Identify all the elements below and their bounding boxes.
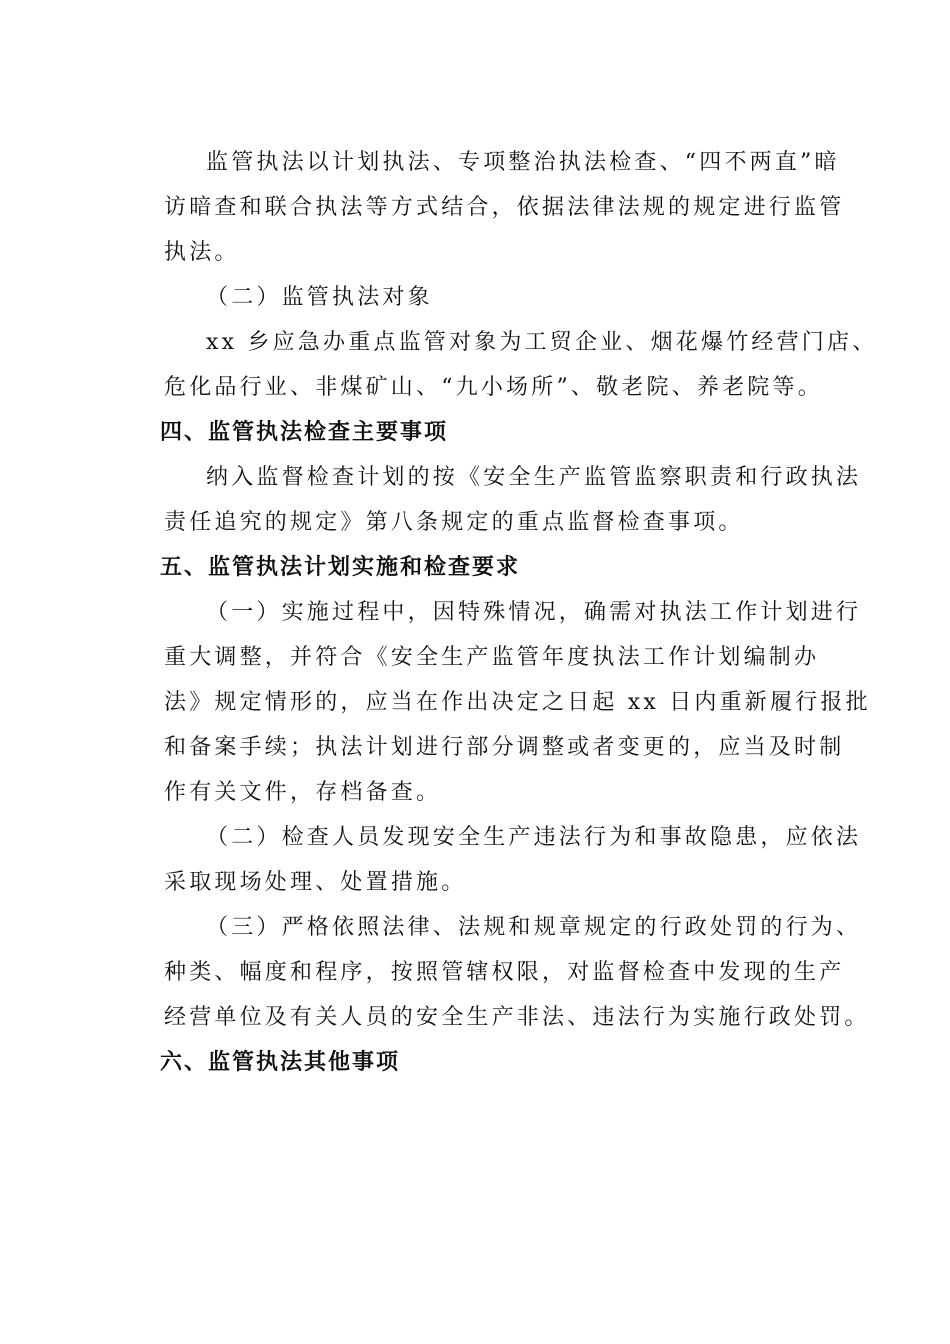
text-line: 监管执法以计划执法、专项整治执法检查、“四不两直”暗 — [206, 150, 840, 175]
section-heading-5 — [118, 545, 830, 590]
text-line: 采取现场处理、处置措施。 — [164, 870, 467, 895]
paragraph-key-targets — [118, 320, 878, 410]
text-line: 危化品行业、非煤矿山、“九小场所”、敬老院、养老院等。 — [164, 375, 823, 400]
paragraph-enforcement-methods — [118, 140, 845, 275]
heading-text: 五、监管执法计划实施和检查要求 — [160, 555, 521, 580]
text-line: 种类、幅度和程序，按照管辖权限，对监督检查中发现的生产 — [164, 960, 845, 985]
section-heading-4 — [118, 410, 830, 455]
text-line: 访暗查和联合执法等方式结合，依据法律法规的规定进行监管 — [164, 195, 845, 220]
text-line: （二）检查人员发现安全生产违法行为和事故隐患，应依法 — [206, 825, 862, 850]
text-line: 责任追究的规定》第八条规定的重点监督检查事项。 — [164, 510, 744, 535]
paragraph-inspection-items — [118, 455, 862, 545]
text-line: （三）严格依照法律、法规和规章规定的行政处罚的行为、 — [206, 915, 862, 940]
text-line: 法》规定情形的，应当在作出决定之日起 xx 日内重新履行报批 — [164, 690, 871, 715]
text-line: 作有关文件，存档备查。 — [164, 780, 442, 805]
text-line: xx 乡应急办重点监管对象为工贸企业、烟花爆竹经营门店、 — [206, 330, 878, 355]
paragraph-administrative-penalty — [118, 905, 870, 1040]
text-line: （一）实施过程中，因特殊情况，确需对执法工作计划进行 — [206, 600, 862, 625]
subheading-enforcement-targets — [118, 275, 830, 320]
text-line: （二）监管执法对象 — [206, 285, 433, 310]
heading-text: 四、监管执法检查主要事项 — [160, 420, 449, 445]
paragraph-plan-adjustment — [118, 590, 871, 815]
text-line: 和备案手续；执法计划进行部分调整或者变更的，应当及时制 — [164, 735, 845, 760]
text-line: 执法。 — [164, 240, 240, 265]
heading-text: 六、监管执法其他事项 — [160, 1050, 401, 1075]
paragraph-violation-handling — [118, 815, 862, 905]
text-line: 重大调整，并符合《安全生产监管年度执法工作计划编制办 — [164, 645, 820, 670]
document-body — [118, 140, 878, 1085]
section-heading-6 — [118, 1040, 830, 1085]
text-line: 纳入监督检查计划的按《安全生产监管监察职责和行政执法 — [206, 465, 862, 490]
text-line: 经营单位及有关人员的安全生产非法、违法行为实施行政处罚。 — [164, 1005, 870, 1030]
